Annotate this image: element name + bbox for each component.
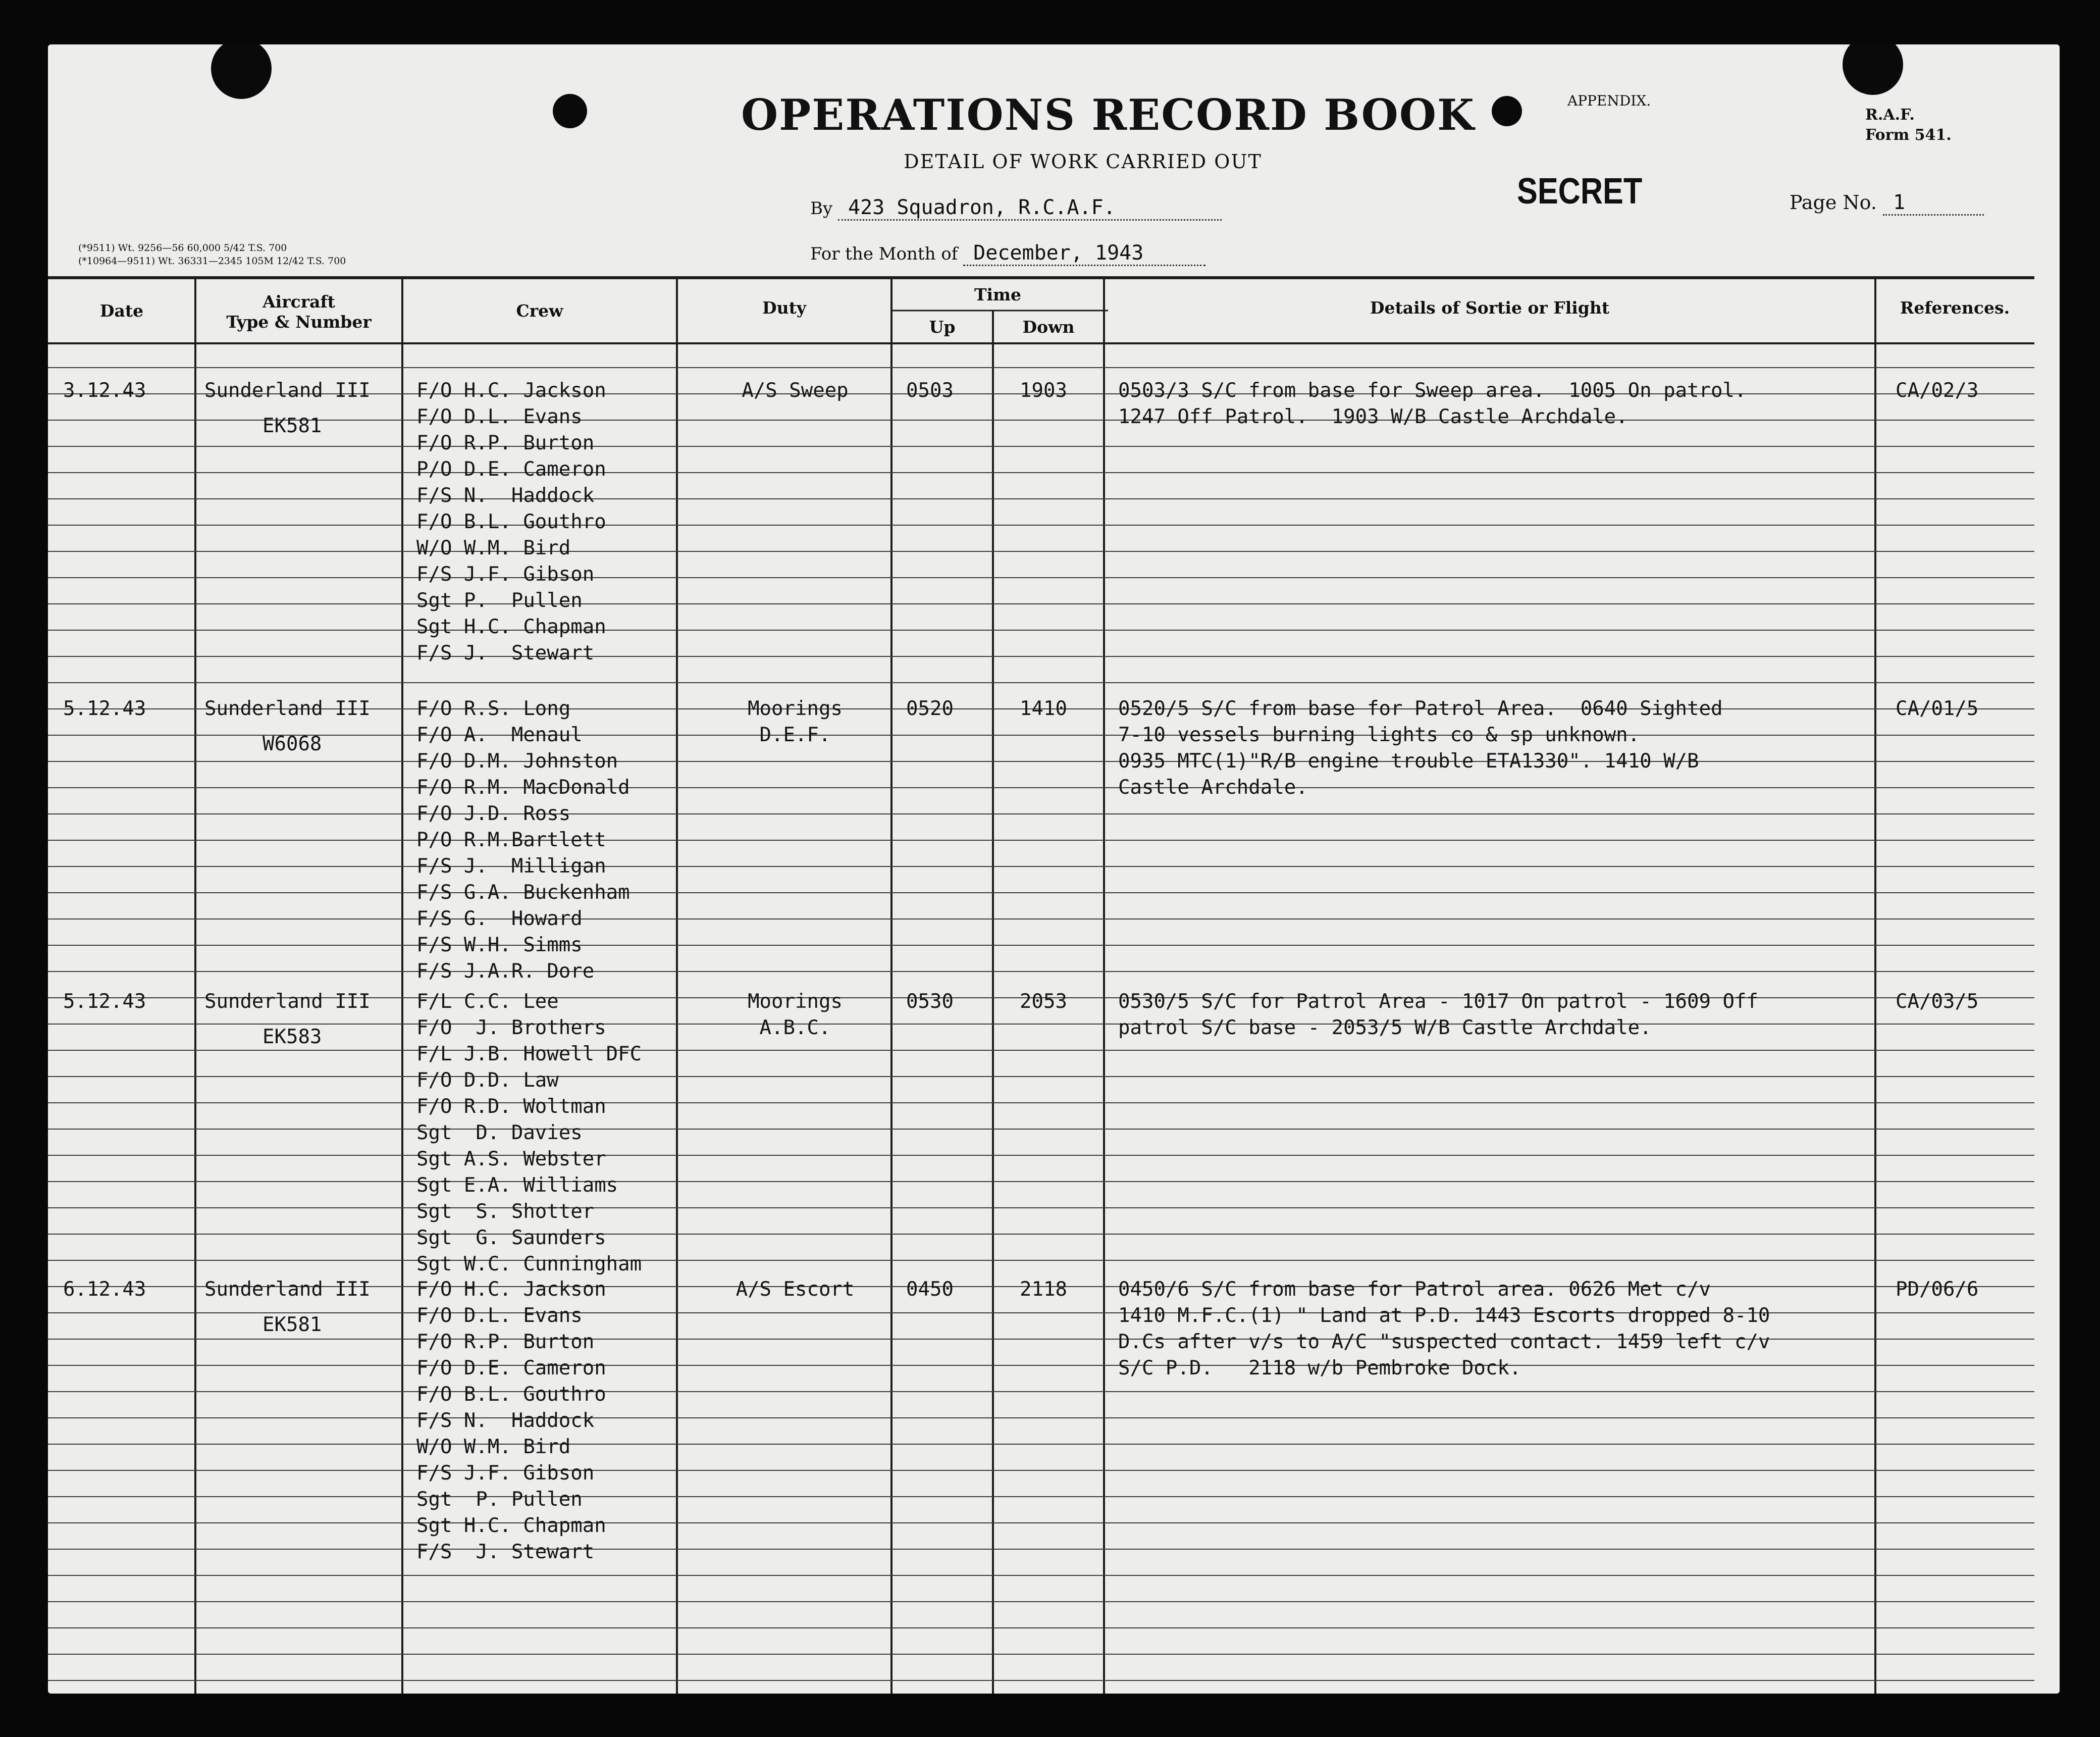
appendix-label: APPENDIX.	[1567, 92, 1651, 109]
entry-date: 5.12.43	[63, 990, 146, 1013]
col-crew: Crew	[516, 301, 563, 321]
crew-member: F/S J.F. Gibson	[416, 1462, 595, 1485]
crew-member: F/L J.B. Howell DFC	[416, 1043, 642, 1065]
crew-member: F/L C.C. Lee	[416, 990, 559, 1013]
details-line: S/C P.D. 2118 w/b Pembroke Dock.	[1118, 1357, 1521, 1380]
reference: PD/06/6	[1896, 1278, 1979, 1301]
crew-member: Sgt G. Saunders	[416, 1227, 606, 1249]
page-subtitle: DETAIL OF WORK CARRIED OUT	[904, 150, 1262, 173]
details-line: patrol S/C base - 2053/5 W/B Castle Archdale.	[1118, 1016, 1652, 1039]
aircraft-number: EK583	[262, 1026, 322, 1048]
aircraft-number: EK581	[262, 415, 322, 437]
details-line: 0520/5 S/C from base for Patrol Area. 0640 Sighted	[1118, 697, 1723, 720]
crew-member: F/O D.L. Evans	[416, 405, 583, 428]
col-references: References.	[1900, 298, 2010, 318]
reference: CA/03/5	[1896, 990, 1979, 1013]
time-up: 0450	[906, 1278, 954, 1301]
time-up: 0520	[906, 697, 954, 720]
details-line: 7-10 vessels burning lights co & sp unknown.	[1118, 724, 1640, 746]
aircraft-number: W6068	[262, 733, 322, 755]
crew-member: F/S J. Stewart	[416, 642, 595, 665]
crew-member: Sgt H.C. Chapman	[416, 1514, 606, 1537]
aircraft-type: Sunderland III	[204, 1278, 371, 1301]
aircraft-type: Sunderland III	[204, 379, 371, 402]
duty-line: A/S Sweep	[742, 379, 849, 402]
crew-member: Sgt S. Shotter	[416, 1200, 595, 1223]
crew-member: F/O R.P. Burton	[416, 1331, 595, 1353]
crew-member: F/O R.M. MacDonald	[416, 776, 630, 799]
col-details: Details of Sortie or Flight	[1370, 298, 1610, 318]
page-title: OPERATIONS RECORD BOOK	[741, 90, 1476, 140]
crew-member: Sgt E.A. Williams	[416, 1174, 618, 1197]
form-line-1: R.A.F.	[1865, 106, 1915, 124]
time-up: 0503	[906, 379, 954, 402]
crew-member: F/O B.L. Gouthro	[416, 1383, 606, 1406]
col-aircraft-line-2: Type & Number	[226, 312, 372, 332]
crew-member: Sgt A.S. Webster	[416, 1148, 606, 1170]
entry-date: 3.12.43	[63, 379, 146, 402]
details-line: 1410 M.F.C.(1) " Land at P.D. 1443 Escorts dropped 8-10	[1118, 1304, 1770, 1327]
crew-member: Sgt D. Davies	[416, 1121, 583, 1144]
time-down: 1410	[1020, 697, 1067, 720]
crew-member: Sgt P. Pullen	[416, 1488, 583, 1511]
crew-member: F/S J.F. Gibson	[416, 563, 595, 586]
col-aircraft-line-1: Aircraft	[262, 292, 335, 312]
duty-line: Moorings	[748, 697, 843, 720]
by-label: By	[810, 198, 833, 219]
col-duty: Duty	[762, 298, 807, 318]
details-line: 0530/5 S/C for Patrol Area - 1017 On patrol - 1609 Off	[1118, 990, 1758, 1013]
details-line: Castle Archdale.	[1118, 776, 1308, 799]
crew-member: Sgt H.C. Chapman	[416, 616, 606, 638]
details-line: 0503/3 S/C from base for Sweep area. 1005 On patrol.	[1118, 379, 1747, 402]
crew-member: F/O D.D. Law	[416, 1069, 559, 1092]
details-line: 0935 MTC(1)"R/B engine trouble ETA1330". 1410 W/B	[1118, 750, 1699, 773]
details-line: 0450/6 S/C from base for Patrol area. 0626 Met c/v	[1118, 1278, 1711, 1301]
crew-member: F/O D.E. Cameron	[416, 1357, 606, 1380]
crew-member: P/O R.M.Bartlett	[416, 829, 606, 851]
crew-member: F/O R.S. Long	[416, 697, 571, 720]
crew-member: F/S N. Haddock	[416, 1409, 595, 1432]
time-up: 0530	[906, 990, 954, 1013]
duty-line: A/S Escort	[736, 1278, 855, 1301]
crew-member: F/O R.D. Woltman	[416, 1095, 606, 1118]
col-aircraft	[195, 292, 402, 332]
squadron-value: 423 Squadron, R.C.A.F.	[838, 196, 1222, 221]
reference: CA/01/5	[1896, 697, 1979, 720]
print-code-line-2: (*10964—9511) Wt. 36331—2345 105M 12/42 T.S. 700	[78, 256, 346, 267]
crew-member: F/S J.A.R. Dore	[416, 960, 595, 983]
time-down: 2053	[1020, 990, 1067, 1013]
crew-member: P/O D.E. Cameron	[416, 458, 606, 481]
record-page	[48, 44, 2060, 1694]
col-up: Up	[929, 317, 956, 337]
secret-stamp: SECRET	[1517, 171, 1643, 212]
reference: CA/02/3	[1896, 379, 1979, 402]
crew-member: F/O H.C. Jackson	[416, 1278, 606, 1301]
details-line: 1247 Off Patrol. 1903 W/B Castle Archdale.	[1118, 405, 1628, 428]
crew-member: Sgt W.C. Cunningham	[416, 1253, 642, 1275]
month-value: December, 1943	[963, 241, 1205, 266]
crew-member: F/O H.C. Jackson	[416, 379, 606, 402]
crew-member: F/S N. Haddock	[416, 484, 595, 507]
crew-member: W/O W.M. Bird	[416, 537, 571, 559]
aircraft-number: EK581	[262, 1313, 322, 1336]
crew-member: F/S G. Howard	[416, 907, 583, 930]
form-line-2: Form 541.	[1865, 126, 1952, 144]
crew-member: Sgt P. Pullen	[416, 589, 583, 612]
crew-member: W/O W.M. Bird	[416, 1436, 571, 1458]
col-time: Time	[974, 285, 1021, 304]
crew-member: F/O J.D. Ross	[416, 802, 571, 825]
aircraft-type: Sunderland III	[204, 990, 371, 1013]
crew-member: F/O B.L. Gouthro	[416, 510, 606, 533]
print-code-line-1: (*9511) Wt. 9256—56 60,000 5/42 T.S. 700	[78, 242, 287, 253]
crew-member: F/O A. Menaul	[416, 724, 583, 746]
col-date: Date	[99, 301, 144, 321]
entry-date: 5.12.43	[63, 697, 146, 720]
page-number-value: 1	[1883, 191, 1984, 216]
crew-member: F/O D.M. Johnston	[416, 750, 618, 773]
month-label: For the Month of	[810, 244, 958, 264]
time-down: 1903	[1020, 379, 1067, 402]
page-number-label: Page No.	[1790, 191, 1877, 214]
crew-member: F/O R.P. Burton	[416, 432, 595, 454]
crew-member: F/O D.L. Evans	[416, 1304, 583, 1327]
duty-line: D.E.F.	[759, 724, 831, 746]
crew-member: F/S W.H. Simms	[416, 934, 583, 956]
time-down: 2118	[1020, 1278, 1067, 1301]
details-line: D.Cs after v/s to A/C "suspected contact. 1459 left c/v	[1118, 1331, 1770, 1353]
crew-member: F/S J. Milligan	[416, 855, 606, 878]
col-down: Down	[1022, 317, 1075, 337]
aircraft-type: Sunderland III	[204, 697, 371, 720]
duty-line: Moorings	[748, 990, 843, 1013]
entry-date: 6.12.43	[63, 1278, 146, 1301]
duty-line: A.B.C.	[759, 1016, 831, 1039]
crew-member: F/O J. Brothers	[416, 1016, 606, 1039]
crew-member: F/S J. Stewart	[416, 1541, 595, 1563]
crew-member: F/S G.A. Buckenham	[416, 881, 630, 904]
